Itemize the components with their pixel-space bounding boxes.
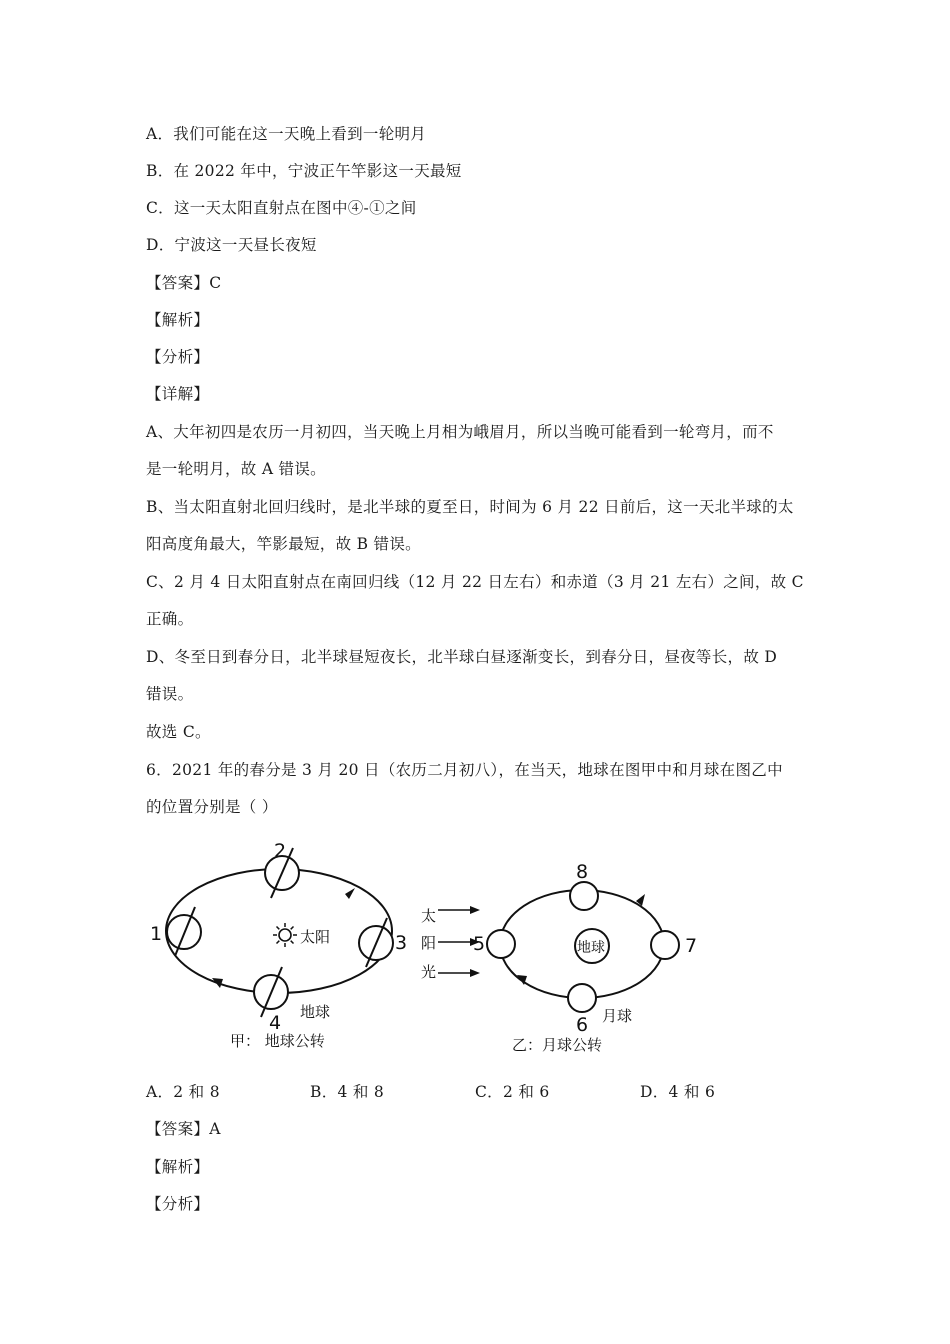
q6-stem-line-1: 6．2021 年的春分是 3 月 20 日（农历二月初八），在当天，地球在图甲中和月球在图乙中 [146, 761, 783, 779]
q6-stem-line-2: 的位置分别是（ ） [146, 798, 278, 816]
q5-fenxi-heading: 【分析】 [146, 348, 210, 366]
q5-explain-line-2: 是一轮明月，故 A 错误。 [146, 460, 326, 478]
q6-option-b: B．4 和 8 [310, 1083, 385, 1101]
q5-explain-line-7: D、冬至日到春分日，北半球昼短夜长，北半球白昼逐渐变长，到春分日，昼夜等长，故 D [146, 648, 778, 666]
earth-label-right: 地球 [577, 940, 605, 956]
moon-position-5 [487, 930, 515, 958]
q5-option-b: B．在 2022 年中，宁波正午竿影这一天最短 [146, 162, 462, 180]
sunlight-char-1: 太 [421, 907, 437, 925]
position-label-6: 6 [576, 1014, 589, 1036]
q6-option-c: C．2 和 6 [475, 1083, 550, 1101]
moon-position-8 [570, 882, 598, 910]
q5-choose: 故选 C。 [146, 723, 211, 741]
q5-explain-line-1: A、大年初四是农历一月初四，当天晚上月相为峨眉月，所以当晚可能看到一轮弯月，而不 [146, 423, 774, 441]
position-label-1: 1 [150, 923, 163, 945]
sunlight-arrows [421, 906, 480, 981]
position-label-7: 7 [685, 935, 698, 957]
q5-explain-line-6: 正确。 [146, 610, 194, 628]
q5-explain-line-4: 阳高度角最大，竿影最短，故 B 错误。 [146, 535, 421, 553]
q5-option-c: C．这一天太阳直射点在图中④-①之间 [146, 199, 417, 217]
q5-option-a: A．我们可能在这一天晚上看到一轮明月 [146, 125, 427, 143]
moon-position-6 [568, 984, 596, 1012]
earth-revolution-diagram [150, 840, 407, 1050]
caption-left: 甲： 地球公转 [230, 1032, 325, 1050]
arrow-right-icon [470, 906, 480, 914]
earth-label-left: 地球 [300, 1003, 331, 1021]
position-label-5: 5 [473, 933, 486, 955]
position-label-2: 2 [274, 840, 287, 862]
caption-right: 乙：月球公转 [512, 1036, 603, 1054]
q6-jiexi-heading: 【解析】 [146, 1158, 210, 1176]
position-label-4: 4 [269, 1012, 282, 1034]
orbit-arrow-icon [345, 888, 355, 899]
orbit-diagram [140, 828, 710, 1060]
orbit-arrow-icon [212, 978, 223, 988]
q6-option-d: D．4 和 6 [640, 1083, 716, 1101]
position-label-3: 3 [395, 932, 408, 954]
q6-figure [140, 828, 710, 1060]
arrow-right-icon [470, 969, 480, 977]
sun-label: 太阳 [300, 928, 331, 946]
sunlight-char-3: 光 [421, 963, 437, 981]
q5-answer: 【答案】C [146, 274, 222, 292]
q5-explain-line-5: C、2 月 4 日太阳直射点在南回归线（12 月 22 日左右）和赤道（3 月 21 左右）之间，故 C [146, 573, 804, 591]
q6-option-a: A．2 和 8 [146, 1083, 220, 1101]
moon-revolution-diagram [473, 861, 697, 1054]
q5-explain-line-3: B、当太阳直射北回归线时，是北半球的夏至日，时间为 6 月 22 日前后，这一天北半球的太 [146, 498, 794, 516]
q5-explain-line-8: 错误。 [146, 685, 194, 703]
moon-label: 月球 [602, 1007, 633, 1025]
q5-jiexi-heading: 【解析】 [146, 311, 210, 329]
sun-icon [273, 923, 297, 947]
q6-answer: 【答案】A [146, 1120, 221, 1138]
position-label-8: 8 [576, 861, 589, 883]
moon-position-7 [651, 931, 679, 959]
sunlight-char-2: 阳 [421, 934, 437, 952]
q6-fenxi-heading: 【分析】 [146, 1195, 210, 1213]
q5-xiangjie-heading: 【详解】 [146, 385, 210, 403]
q5-option-d: D．宁波这一天昼长夜短 [146, 236, 317, 254]
